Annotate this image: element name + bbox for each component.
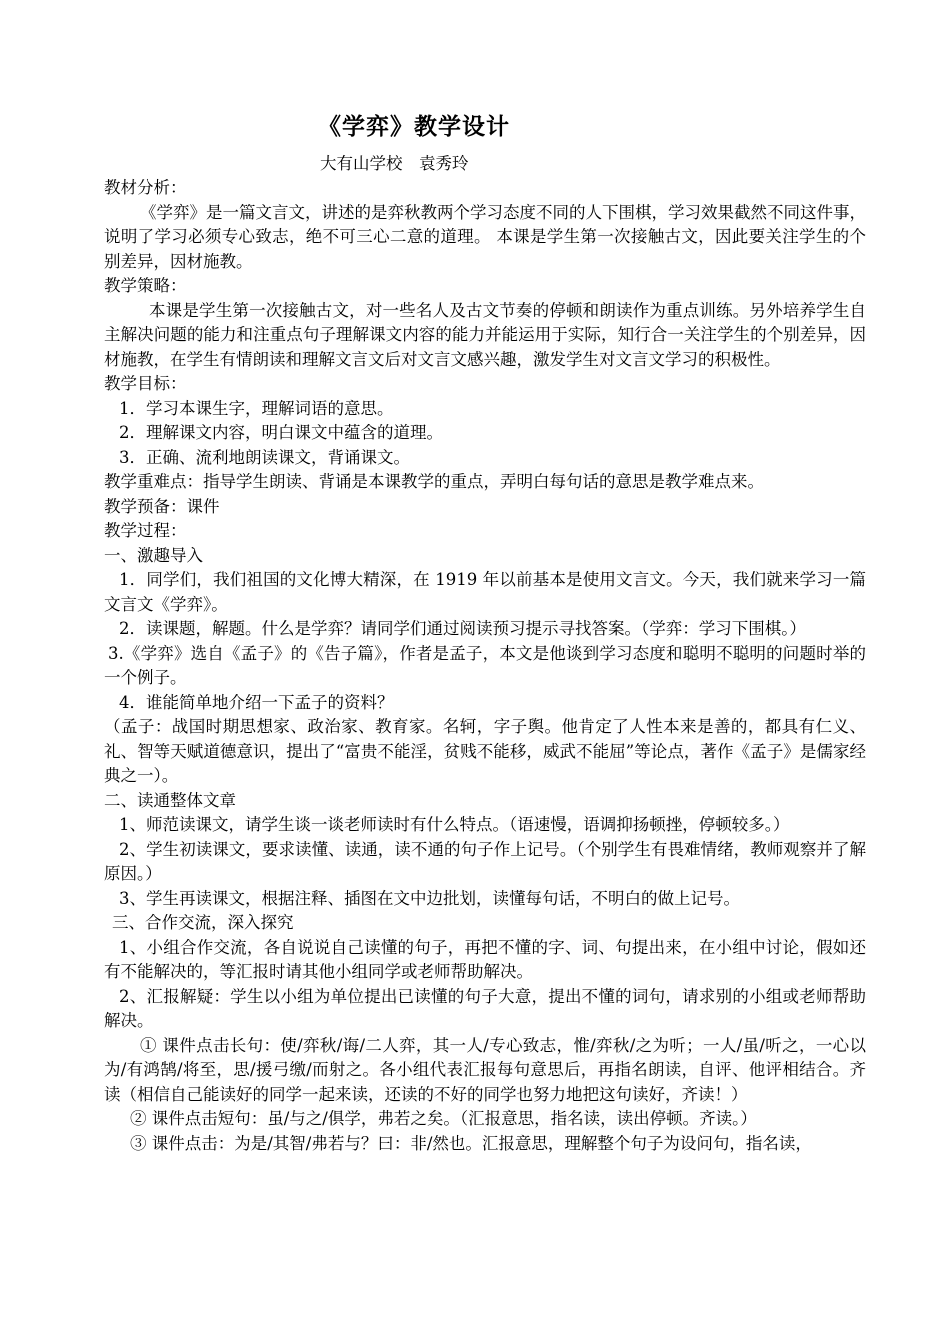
list-item: 3.《学弈》选自《孟子》的《告子篇》，作者是孟子，本文是他谈到学习态度和聪明不聪明的问题时举的一个例子。 [104,643,866,687]
list-item: 1．学习本课生字，理解词语的意思。 [119,398,394,418]
list-item: 2、学生初读课文，要求读懂、读通，读不通的句子作上记号。（个别学生有畏难情绪，教师观察并了解原因。） [104,839,866,883]
paragraph: 本课是学生第一次接触古文，对一些名人及古文节奏的停顿和朗读作为重点训练。另外培养学生自主解决问题的能力和注重点句子理解课文内容的能力并能运用于实际，知行合一关注学生的个别差异，因材施教，在学生有情朗读和理解文言文后对文言文感兴趣，激发学生对文言文学习的积极性。 [104,300,866,369]
list-item: 2、汇报解疑：学生以小组为单位提出已读懂的句子大意，提出不懂的词句，请求别的小组或老师帮助解决。 [104,986,866,1030]
list-item: ① 课件点击长句：使/弈秋/诲/二人弈，其一人/专心致志，惟/弈秋/之为听；一人/虽/听之，一心以为/有鸿鹄/将至，思/援弓缴/而射之。各小组代表汇报每句意思后，再指名朗读，自评、他评相结合。齐读（相信自己能读好的同学一起来读，还读的不好的同学也努力地把这句读好，齐读！） [104,1035,866,1104]
section-heading: 教学策略： [104,276,187,295]
document-author: 大有山学校 袁秀玲 [320,154,469,173]
list-item: 1．同学们，我们祖国的文化博大精深，在 1919 年以前基本是使用文言文。今天，我们就来学习一篇文言文《学弈》。 [104,570,866,614]
section-heading: 二、读通整体文章 [104,790,236,810]
paragraph: 教学预备：课件 [104,496,220,516]
document-body [104,176,866,1156]
paragraph: 《学弈》是一篇文言文，讲述的是弈秋教两个学习态度不同的人下围棋，学习效果截然不同这件事，说明了学习必须专心致志，绝不可三心二意的道理。 本课是学生第一次接触古文，因此要关注学生的个别差异，因材施教。 [104,202,866,271]
list-item: 3、学生再读课文，根据注释、插图在文中边批划，读懂每句话，不明白的做上记号。 [119,888,740,908]
section-heading: 一、激趣导入 [104,545,203,565]
list-item: 2．读课题，解题。什么是学弈？请同学们通过阅读预习提示寻找答案。（学弈：学习下围棋。） [119,619,806,638]
list-item: 4．谁能简单地介绍一下孟子的资料？ [119,692,394,712]
list-item: ② 课件点击短句：虽/与之/俱学，弗若之矣。（汇报意思，指名读，读出停顿。齐读。） [130,1109,757,1128]
paragraph: （孟子：战国时期思想家、政治家、教育家。名轲，字子舆。他肯定了人性本来是善的，都具有仁义、礼、智等天赋道德意识，提出了“富贵不能淫，贫贱不能移，威武不能屈”等论点，著作《孟子》是儒家经典之一）。 [104,717,866,785]
paragraph: 教学重难点：指导学生朗读、背诵是本课教学的重点，弄明白每句话的意思是教学难点来。 [104,472,764,491]
list-item: ③ 课件点击：为是/其智/弗若与？曰：非/然也。汇报意思，理解整个句子为设问句，指名读， [130,1133,812,1153]
list-item: 1、小组合作交流，各自说说自己读懂的句子，再把不懂的字、词、句提出来，在小组中讨论，假如还有不能解决的，等汇报时请其他小组同学或老师帮助解决。 [104,937,866,981]
section-heading: 教学目标： [104,374,187,393]
list-item: 3．正确、流利地朗读课文，背诵课文。 [119,447,410,467]
document-title: 《学弈》教学设计 [318,113,510,140]
section-heading: 三、合作交流，深入探究 [112,913,294,932]
section-heading: 教材分析： [104,178,187,197]
list-item: 2．理解课文内容，明白课文中蕴含的道理。 [119,423,443,442]
list-item: 1、师范读课文，请学生谈一谈老师读时有什么特点。（语速慢，语调抑扬顿挫，停顿较多。） [119,815,790,834]
section-heading: 教学过程： [104,521,187,540]
